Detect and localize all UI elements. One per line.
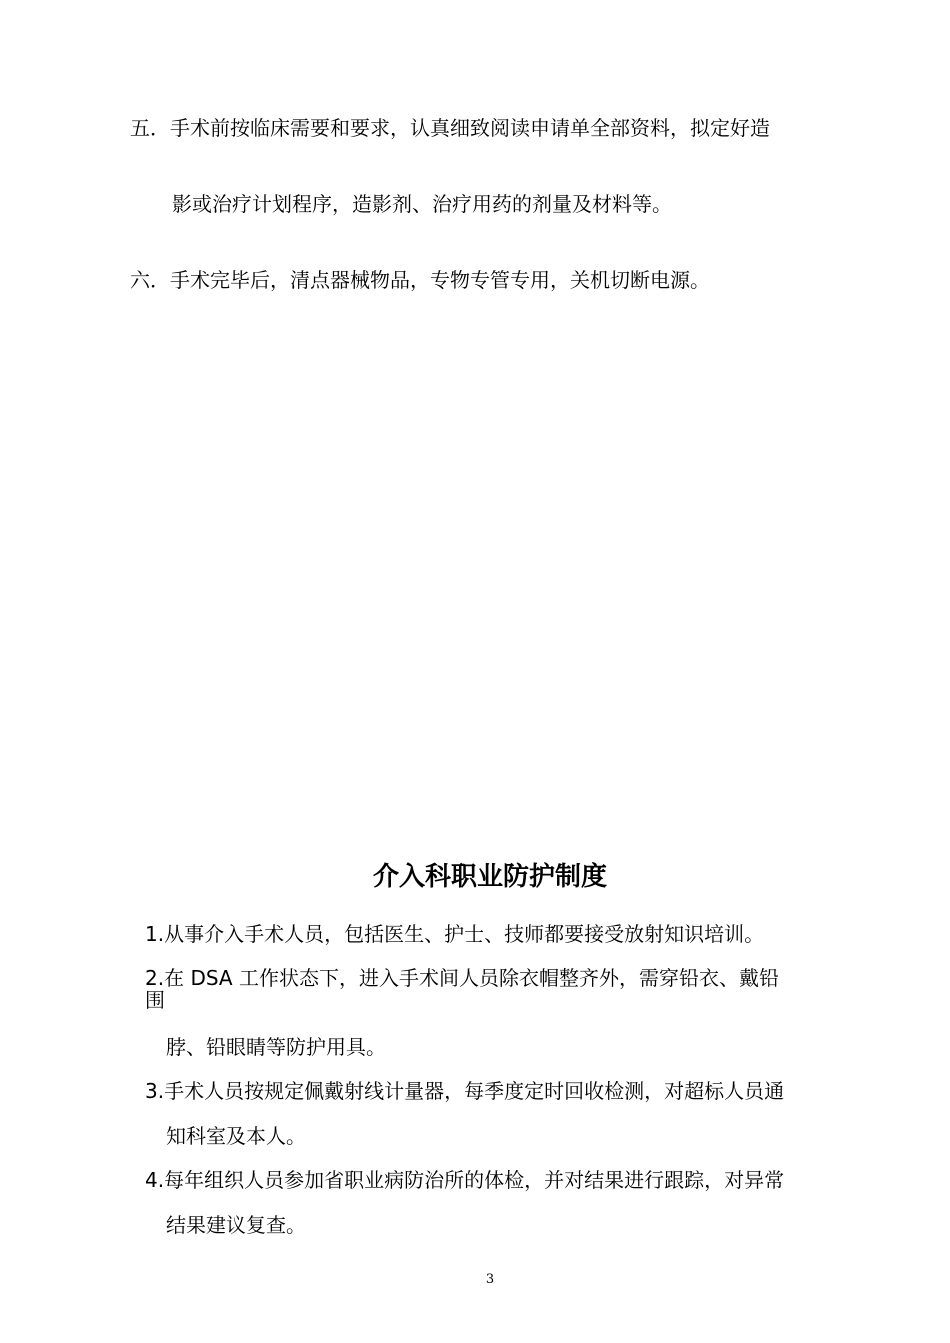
list-item-4-line-1: 4.每年组织人员参加省职业病防治所的体检，并对结果进行跟踪，对异常 <box>145 1168 785 1192</box>
list-item-2-line-2: 围 <box>145 988 165 1012</box>
list-item-3-line-1: 3.手术人员按规定佩戴射线计量器，每季度定时回收检测，对超标人员通 <box>145 1079 785 1103</box>
section-title: 介入科职业防护制度 <box>372 862 607 892</box>
item-5-line-1: 五．手术前按临床需要和要求，认真细致阅读申请单全部资料，拟定好造 <box>130 116 770 140</box>
list-item-4-line-2: 结果建议复查。 <box>166 1213 306 1237</box>
list-item-3-line-2: 知科室及本人。 <box>166 1124 306 1148</box>
item-5-line-2: 影或治疗计划程序，造影剂、治疗用药的剂量及材料等。 <box>172 192 672 216</box>
list-item-2-line-3: 脖、铅眼睛等防护用具。 <box>166 1035 386 1059</box>
item-6-line-1: 六．手术完毕后，清点器械物品，专物专管专用，关机切断电源。 <box>130 268 710 292</box>
list-item-2-line-1: 2.在 DSA 工作状态下，进入手术间人员除衣帽整齐外，需穿铅衣、戴铅 <box>145 966 779 990</box>
list-item-1-line-1: 1.从事介入手术人员，包括医生、护士、技师都要接受放射知识培训。 <box>145 922 765 946</box>
page-number: 3 <box>485 1272 495 1287</box>
